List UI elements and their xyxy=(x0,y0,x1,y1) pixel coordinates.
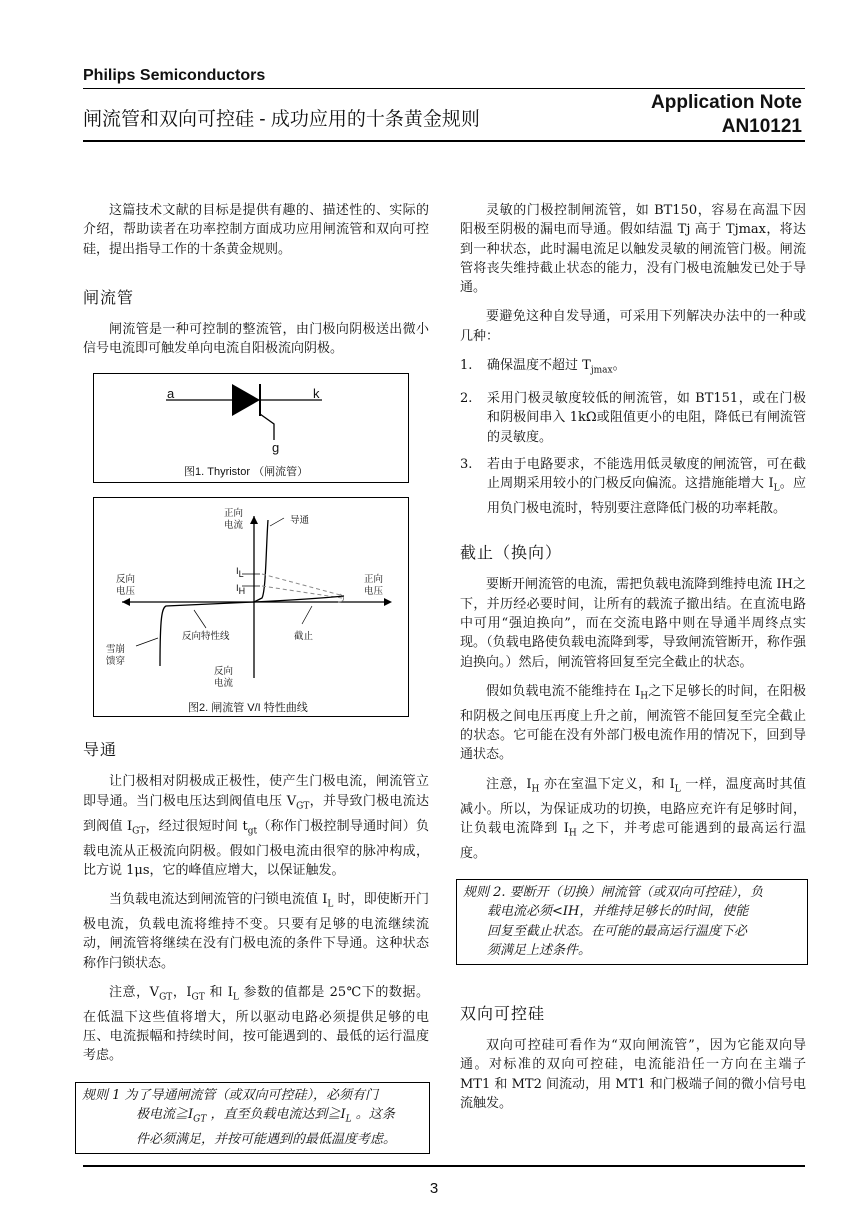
forward-voltage-label: 正向 电压 xyxy=(364,574,384,598)
section-heading-thyristor: 闸流管 xyxy=(83,287,135,307)
rule-1-line-2: 极电流$≧I_{GT}$ ，直至负载电流达到$≧I_L$ 。这条 xyxy=(136,1107,395,1125)
rule-2-line-3: 回复至截止状态。在可能的最高运行温度下必 xyxy=(487,923,748,939)
section-heading-commutation: 截止（换向） xyxy=(460,543,563,563)
list-item: 2. 采用门极灵敏度较低的闸流管，如 BT151，或在门极和阴极间串入 1kΩ或阻值更小的电阻，降低已有闸流管的灵敏度。 xyxy=(460,390,806,445)
figure-thyristor-symbol xyxy=(93,373,409,483)
intro-paragraph: 这篇技术文献的目标是提供有趣的、描述性的、实际的介绍，帮助读者在功率控制方面成功应用闸流管和双向可控硅，提出指导工作的十条黄金规则。 xyxy=(83,203,429,257)
conduction-paragraph-3: 注意，$V_{GT}$，$I_{GT}$ 和 $I_L$ 参数的值都是 25℃下的数据。在低温下这些值将增大，所以驱动电路必须提供足够的电压、电流振幅和持续时间，按可能遇到的、最低的运行温度考虑。 xyxy=(83,984,430,1064)
sensitive-gate-paragraph: 灵敏的门极控制闸流管，如 BT150，容易在高温下因阳极至阴极的漏电而导通。假如结温 Tj 高于 Tjmax，将达到一种状态，此时漏电流足以触发灵敏的闸流管门极。闸流管将丧失维持截止状态的能力，没有门极电流触发已处于导通。 xyxy=(460,203,806,296)
reverse-characteristic-label: 反向特性线 xyxy=(182,631,230,643)
rule-1-line-3: 件必须满足，并按可能遇到的最低温度考虑。 xyxy=(136,1132,397,1148)
commutation-paragraph-1: 要断开闸流管的电流，需把负载电流降到维持电流 IH之下，并历经必要时间，让所有的载流子撤出结。在直流电路中可用“强迫换向”，而在交流电路中则在导通半周终点实现。（负载电路使负载电流降到零，导致闸流管断开，称作强迫换向。）然后，闸流管将回复至完全截止的状态。 xyxy=(460,577,806,670)
triac-paragraph: 双向可控硅可看作为“双向闸流管”，因为它能双向导通。对标准的双向可控硅，电流能沿任一方向在主端子 MT1 和 MT2 间流动，用 MT1 和门极端子间的微小信号电流触发。 xyxy=(460,1037,806,1111)
solutions-intro-paragraph: 要避免这种自发导通，可采用下列解决办法中的一种或几种： xyxy=(460,309,806,344)
list-item: 3. 若由于电路要求，不能选用低灵敏度的闸流管，可在截止周期采用较小的门极反向偏流。这措施能增大 $I_L$。应用负门极电流时，特别要注意降低门极的功率耗散。 xyxy=(460,456,806,517)
rule-2-line-2: 载电流必须<IH，并维持足够长的时间，使能 xyxy=(487,904,749,920)
page-number: 3 xyxy=(429,1180,439,1197)
blocking-label: 截止 xyxy=(294,631,314,643)
company-name: Philips Semiconductors xyxy=(83,67,266,84)
reverse-current-label: 反向 电流 xyxy=(214,666,234,690)
thyristor-paragraph: 闸流管是一种可控制的整流管，由门极向阴极送出微小信号电流即可触发单向电流自阳极流向阴极。 xyxy=(83,321,429,357)
rule-2-box xyxy=(456,879,808,965)
rule-1-box xyxy=(75,1082,430,1154)
figure2-caption: 图2. 闸流管 V/I 特性曲线 xyxy=(188,702,308,715)
rule-1-line-1: 规则 1 为了导通闸流管（或双向可控硅），必须有门 xyxy=(82,1087,379,1103)
header-rule xyxy=(83,88,805,89)
commutation-paragraph-3: 注意，$I_H$ 亦在室温下定义，和 $I_L$ 一样，温度高时其值减小。所以，为保证成功的切换，电路应充许有足够时间，让负载电流降到 $I_H$ 之下，并考虑可能遇到的最高运行温度。 xyxy=(460,776,807,861)
conduction-paragraph-2: 当负载电流达到闸流管的闩锁电流值 $I_L$ 时，即使断开门极电流，负载电流将维持不变。只要有足够的电流继续流动，闸流管将继续在没有门极电流的条件下导通。这种状态称作闩锁状态。 xyxy=(83,892,429,971)
right-column xyxy=(460,201,806,1113)
figure1-caption: 图1. Thyristor （闸流管） xyxy=(184,466,309,479)
rule-2-line-4: 须满足上述条件。 xyxy=(487,943,592,959)
rule-2-line-1: 规则 2. 要断开（切换）闸流管（或双向可控硅），负 xyxy=(463,884,764,900)
avalanche-breakdown-label: 雪崩 馈穿 xyxy=(106,644,126,668)
forward-current-label: 正向 电流 xyxy=(224,508,244,532)
commutation-paragraph-2: 假如负载电流不能维持在 $I_H$之下足够长的时间，在阳极和阴极之间电压再度上升之前，闸流管不能回复至完全截止的状态。它可能在没有外部门极电流作用的情况下，回到导通状态。 xyxy=(460,683,806,763)
conduction-label: 导通 xyxy=(290,515,310,527)
vi-curve-drawing xyxy=(94,498,410,718)
list-item: 1. 确保温度不超过 $T_{jmax}$。 xyxy=(460,358,626,376)
app-note-number: AN10121 xyxy=(721,116,802,137)
left-column xyxy=(83,201,429,1154)
header-rule-thick xyxy=(83,140,805,142)
document-title: 闸流管和双向可控硅 - 成功应用的十条黄金规则 xyxy=(83,109,480,130)
latching-current-label: $I_L$ xyxy=(236,566,244,580)
figure-vi-curve xyxy=(93,497,409,717)
app-note-line1: Application Note xyxy=(651,92,802,113)
gate-label: g xyxy=(272,440,280,456)
solutions-list xyxy=(460,356,806,518)
reverse-voltage-label: 反向 电压 xyxy=(116,574,136,598)
section-heading-triac: 双向可控硅 xyxy=(460,1003,546,1023)
application-note-label xyxy=(651,91,802,139)
footer-rule xyxy=(83,1165,805,1167)
holding-current-label: $I_H$ xyxy=(236,583,246,597)
anode-label: a xyxy=(167,386,175,402)
cathode-label: k xyxy=(313,386,320,402)
section-heading-conduction: 导通 xyxy=(83,740,118,760)
conduction-paragraph-1: 让门极相对阴极成正极性，使产生门极电流，闸流管立即导通。当门极电压达到阀值电压 $V_{GT}$，并导致门极电流达到阀值 $I_{GT}$，经过很短时间 $t_{gt}$（称作门极控制导通时间）负载电流从正极流向阴极。假如门极电流由很窄的脉冲构成，比方说 1μs，它的峰值应增大，以保证触发。 xyxy=(83,774,429,878)
